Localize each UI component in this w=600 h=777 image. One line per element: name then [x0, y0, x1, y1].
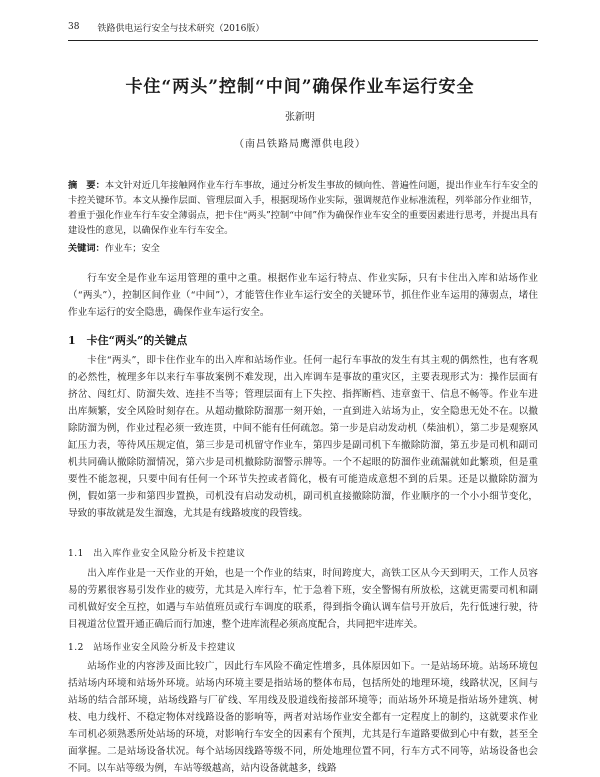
subsection-1-2-heading: 1.2 站场作业安全风险分析及卡控建议	[68, 643, 236, 653]
header-divider	[68, 40, 538, 41]
keywords	[68, 240, 538, 254]
section-1-heading: 1 卡住“两头”的关键点	[68, 334, 188, 347]
page-number: 38	[68, 22, 80, 32]
running-header	[68, 18, 538, 36]
subsection-1-2-paragraph: 站场作业的内容涉及面比较广，因此行车风险不确定性增多，具体原因如下。一是站场环境。站场环境包括站场内环境和站场外环境。站场内环境主要是指站场的整体布局，包括所处的地理环境，线路状况，区间与站场的结合部环境，站场线路与厂矿线、军用线及股道线衔接部环境等；而站场外环境是指站场外建筑、树枝、电力线杆、不稳定物体对线路设备的影响等，两者对站场作业安全都有一定程度上的制约，这就要求作业车司机必须熟悉所处站场的环境，对影响行车安全的因素有个预判，尤其是行车道路要做到心中有数，甚至全面掌握。二是站场设备状况。每个站场因线路等级不同，所处地理位置不同，行车方式不同等，站场设备也会不同。以车站等级为例，车站等级越高，站内设备就越多，线路	[68, 661, 538, 774]
abstract-label: 摘 要：	[68, 180, 105, 191]
article-title: 卡住“两头”控制“中间”确保作业车运行安全	[125, 77, 475, 97]
article-author: 张新明	[285, 112, 315, 123]
subsection-1-1-paragraph: 出入库作业是一天作业的开始，也是一个作业的结束，时间跨度大，高铁工区从今天到明天，工作人员容易的劳累很容易引发作业的疲劳，尤其是入库行车，忙于急着下班，安全警惕有所放松，这就更需要司机和副司机做好安全互控，如遇与车站值班员或行车调度的联系，得到指令确认调车信号开放后，先行低速行驶，待目视道岔位置开通正确后而行加速，整个进库流程必须高度配合，共同把牢进库关。	[68, 568, 538, 630]
journal-name: 铁路供电运行安全与技术研究（2016版）	[97, 23, 265, 34]
section-1-paragraph: 卡住“两头”，即卡住作业车的出入库和站场作业。任何一起行车事故的发生有其主观的偶然性，也有客观的必然性，梳理多年以来行车事故案例不难发现，出入库调车是事故的重灾区，主要表现形式为：操作层面有挤岔、闯红灯、防溜失效、连挂不当等；管理层面有上下失控、指挥断档、违章蛮干、信息不畅等。作业车进出库频繁，安全风险时刻存在。从超动撤除防溜那一刻开始，一直到进入站场为止，安全隐患无处不在。以撤除防溜为例，作业过程必须一致连贯，中间不能有任何疏忽。第一步是启动发动机（柴油机），第二步是观察风缸压力表，等待风压规定值，第三步是司机留守作业车，第四步是副司机下车撤除防溜，第五步是司机和副司机共同确认撤除防溜情况，第六步是司机撤除防溜警示牌等。一个不起眼的防溜作业疏漏就如此繁琐，但是重要性不能忽视，只要中间有任何一个环节失控或者简化，极有可能造成意想不到的后果。还是以撤除防溜为例，假如第一步和第四步置换，司机没有启动发动机，副司机直接撤除防溜，作业顺序的一个小小细节变化，导致的事故就是发生溜逸，尤其是有线路坡度的段管线。	[68, 355, 538, 519]
keywords-label: 关键词：	[68, 243, 105, 254]
abstract	[68, 178, 538, 238]
author-affiliation: （南昌铁路局鹰潭供电段）	[234, 139, 366, 150]
intro-paragraph: 行车安全是作业车运用管理的重中之重。根据作业车运行特点、作业实际，只有卡住出入库和站场作业（“两头”），控制区间作业（“中间”），才能管住作业车运行安全的关键环节，抓住作业车运用的薄弱点，堵住作业车运行的安全隐患，确保作业车运行安全。	[68, 273, 538, 318]
keywords-text: 作业车；安全	[104, 243, 160, 254]
subsection-1-1-heading: 1.1 出入库作业安全风险分析及卡控建议	[68, 549, 246, 559]
abstract-text: 本文针对近几年接触网作业车行车事故，通过分析发生事故的倾向性、普遍性问题，提出作业车行车安全的卡控关键环节。本文从操作层面、管理层面入手，根据现场作业实际，强调规范作业标准流程，列举部分作业细节，着重于强化作业车行车安全薄弱点，把卡住“两头”控制“中间”作为确保作业车安全的重要因素进行思考，并提出具有建设性的意见，以确保作业车行车安全。	[68, 180, 539, 236]
